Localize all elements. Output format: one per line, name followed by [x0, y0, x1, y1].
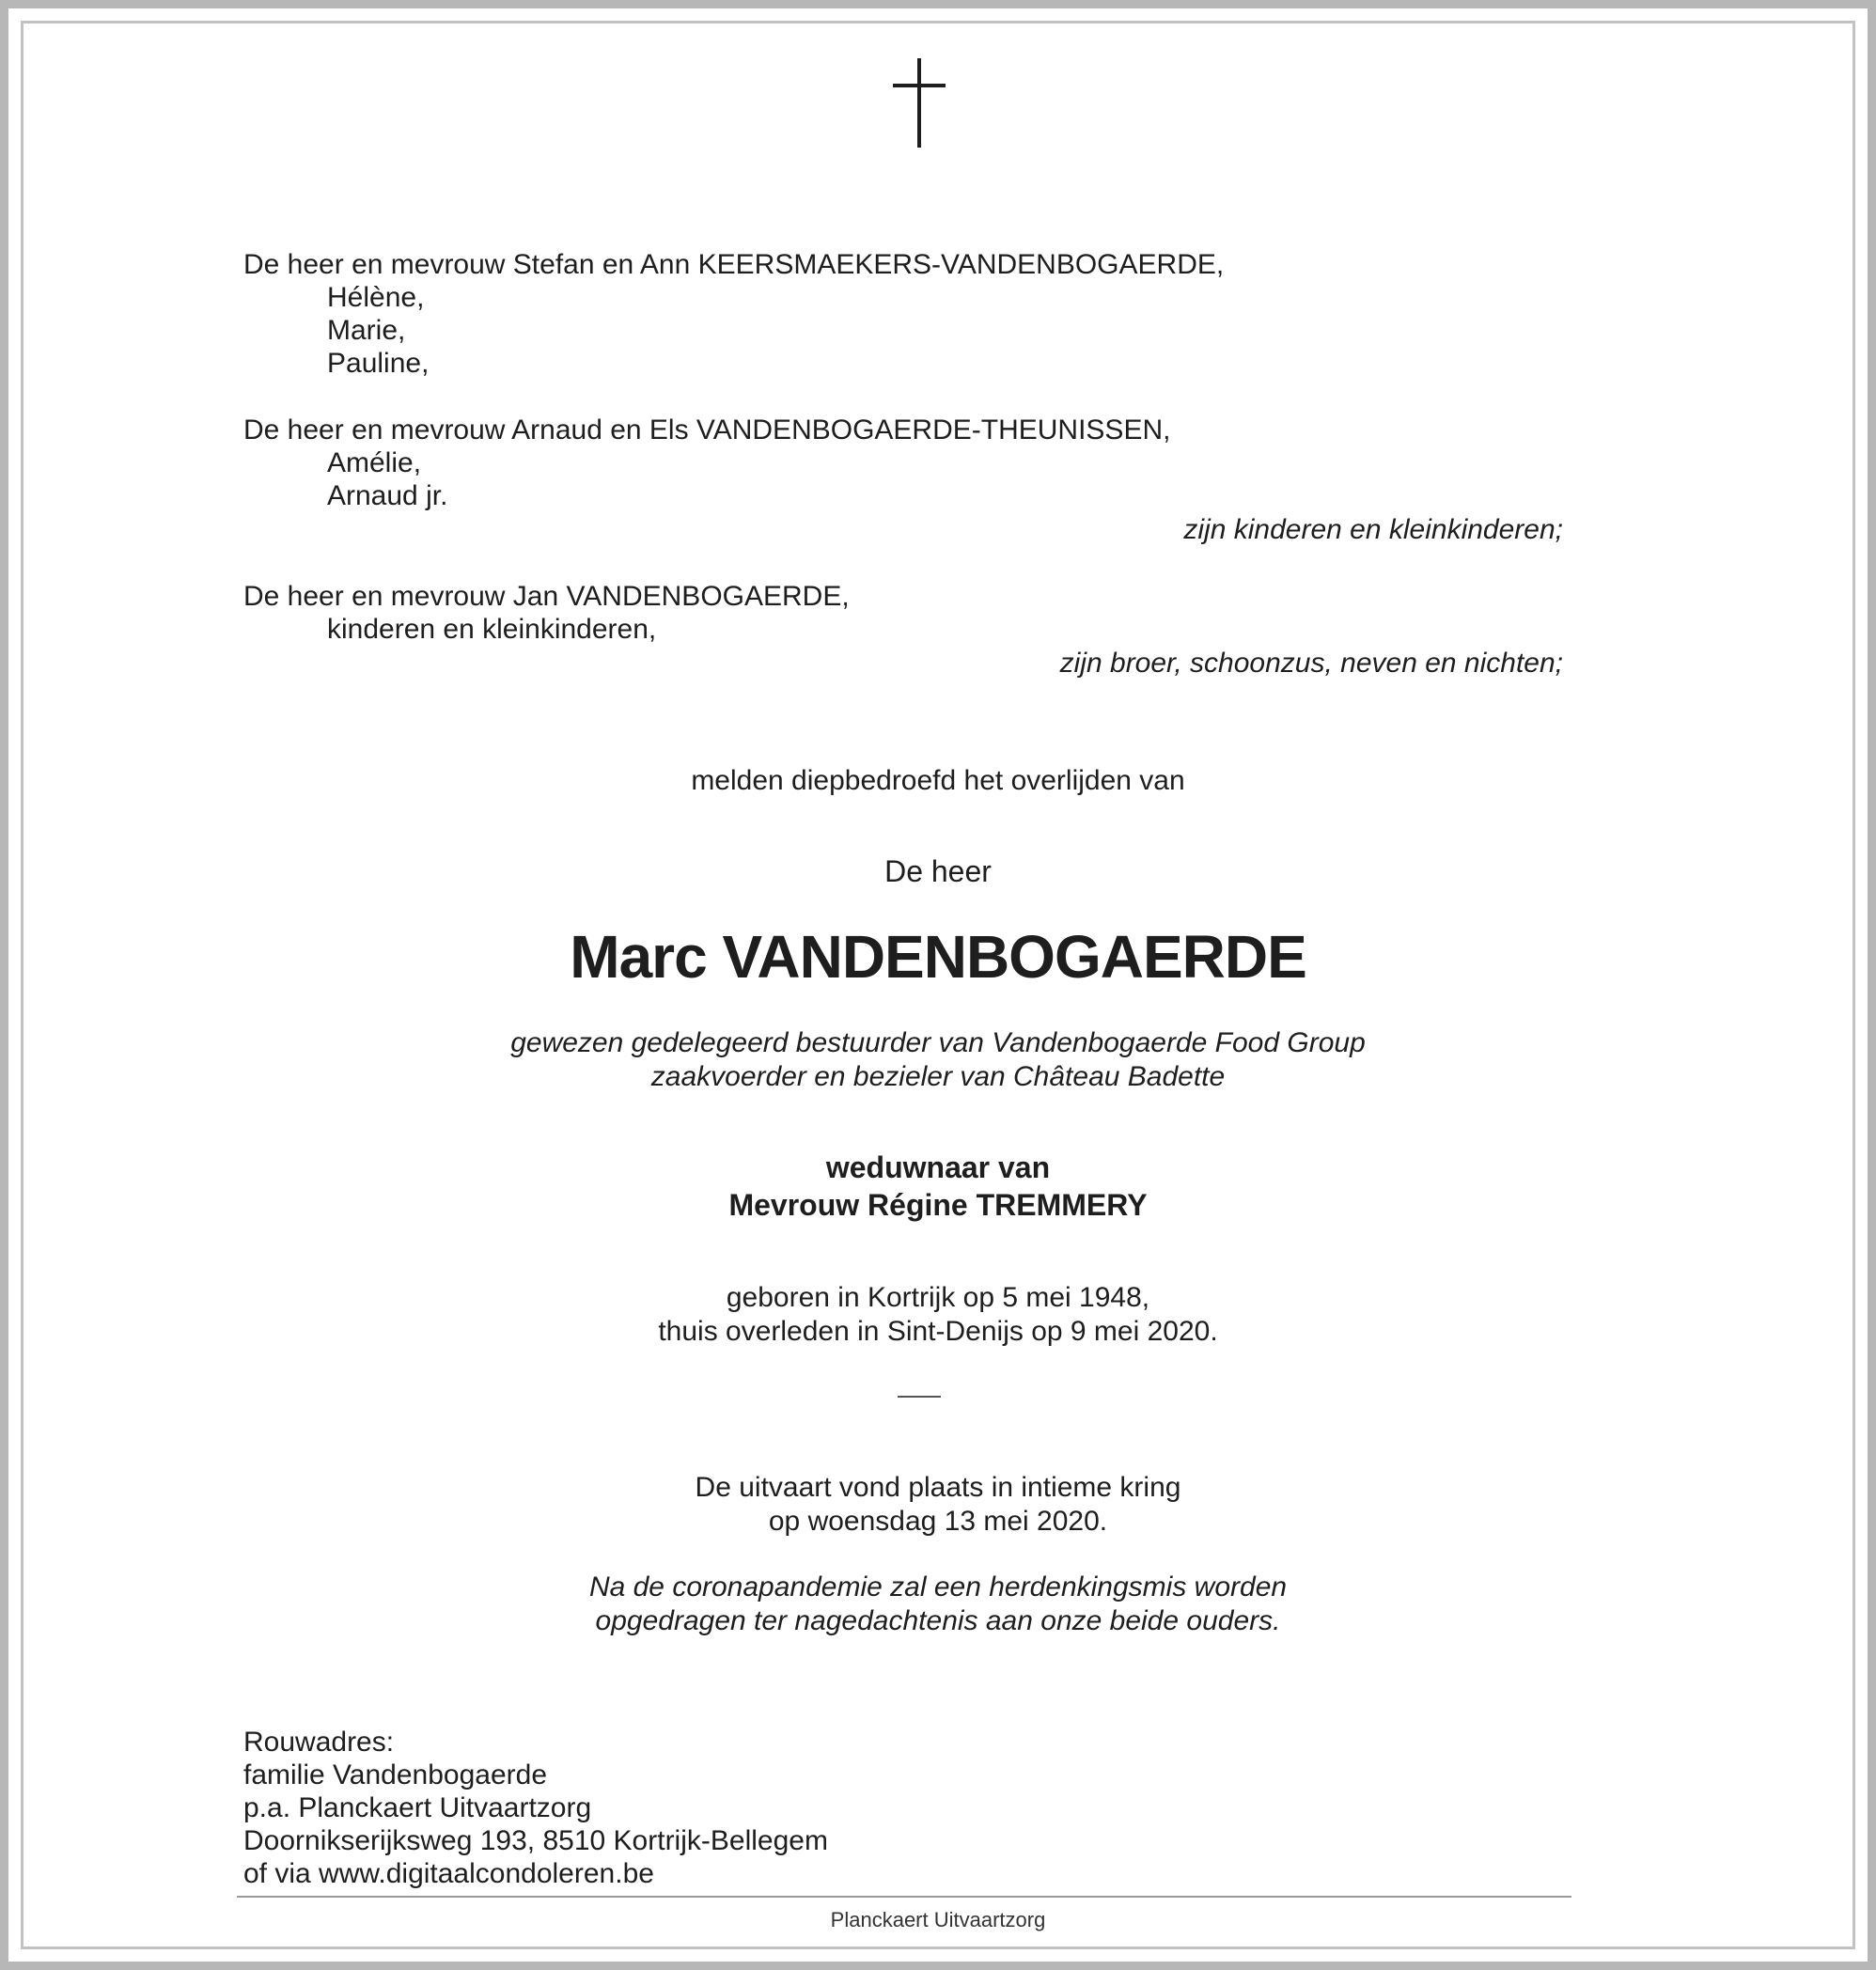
funeral-date: op woensdag 13 mei 2020.	[768, 1506, 1108, 1537]
relation-children: zijn kinderen en kleinkinderen;	[1183, 514, 1563, 545]
family-group1-child: Hélène,	[327, 282, 425, 313]
family-group2-child: Amélie,	[327, 447, 422, 478]
separator-dash	[898, 1396, 941, 1398]
family-group1-child: Marie,	[327, 315, 406, 346]
relation-brother: zijn broer, schoonzus, neven en nichten;	[1059, 648, 1563, 679]
deceased-name: Marc VANDENBOGAERDE	[570, 923, 1306, 991]
death-line: thuis overleden in Sint-Denijs op 9 mei 2020.	[658, 1316, 1218, 1347]
address-label: Rouwadres:	[243, 1727, 395, 1758]
widower-label: weduwnaar van	[825, 1150, 1051, 1184]
address-website: of via www.digitaalcondoleren.be	[243, 1858, 654, 1889]
memorial-note: Na de coronapandemie zal een herdenkingsmis worden	[588, 1571, 1288, 1603]
spouse-name: Mevrouw Régine TREMMERY	[728, 1188, 1148, 1222]
address-line: p.a. Planckaert Uitvaartzorg	[243, 1792, 592, 1823]
family-group1-child: Pauline,	[327, 348, 430, 379]
role-line: gewezen gedelegeerd bestuurder van Vandenbogaerde Food Group	[510, 1027, 1366, 1058]
address-line: Doornikserijksweg 193, 8510 Kortrijk-Bellegem	[243, 1825, 828, 1856]
family-group2-head: De heer en mevrouw Arnaud en Els VANDENBOGAERDE-THEUNISSEN,	[243, 414, 1171, 446]
footer-divider	[237, 1896, 1571, 1898]
address-line: familie Vandenbogaerde	[243, 1759, 548, 1790]
salutation: De heer	[884, 854, 992, 888]
memorial-note: opgedragen ter nagedachtenis aan onze beide ouders.	[595, 1605, 1281, 1636]
announcement-intro: melden diepbedroefd het overlijden van	[691, 765, 1185, 796]
footer-credit: Planckaert Uitvaartzorg	[830, 1908, 1046, 1931]
family-group3-child: kinderen en kleinkinderen,	[327, 614, 657, 645]
birth-line: geboren in Kortrijk op 5 mei 1948,	[726, 1282, 1150, 1313]
family-group3-head: De heer en mevrouw Jan VANDENBOGAERDE,	[243, 581, 850, 612]
family-group2-child: Arnaud jr.	[327, 480, 448, 511]
role-line: zaakvoerder en bezieler van Château Badette	[650, 1061, 1226, 1092]
funeral-line: De uitvaart vond plaats in intieme kring	[695, 1472, 1181, 1503]
latin-cross-icon	[0, 0, 1876, 160]
family-group1-head: De heer en mevrouw Stefan en Ann KEERSMAEKERS-VANDENBOGAERDE,	[243, 249, 1225, 280]
